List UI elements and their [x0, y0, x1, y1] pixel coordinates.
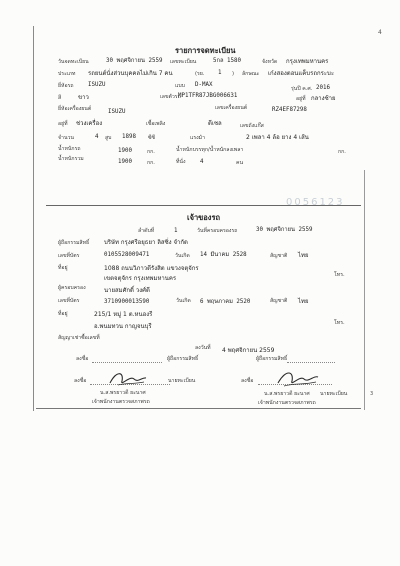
nation1-value: ไทย	[298, 252, 309, 259]
signer1-name: น.ส.พรยาวดี ยะนาศ	[100, 390, 146, 396]
province-label: จังหวัด	[262, 59, 278, 65]
style-value: เก๋งสองตอนแค็บรถกระบะ	[268, 70, 335, 77]
rights-holder-label: ผู้ถือกรรมสิทธิ์	[58, 240, 90, 246]
order-value: 1	[174, 228, 178, 234]
plate-value: 5กล 1580	[213, 58, 242, 64]
nation2-label: สัญชาติ	[270, 298, 288, 304]
tel2-label: โทร.	[334, 320, 345, 326]
model-value: D-MAX	[195, 82, 213, 88]
reg-date-label: วันจดทะเบียน	[58, 59, 89, 65]
cc-value: 1898	[122, 134, 136, 140]
page-number-mark: 4	[378, 29, 382, 36]
seats-value: 4	[200, 159, 204, 165]
contract-date-label: ลงวันที่	[195, 345, 211, 351]
chassis-loc-label: อยู่ที่	[296, 96, 306, 102]
engine-no-value: RZ4EF87298	[272, 107, 307, 113]
load-label: น้ำหนักบรรทุก/น้ำหนักลงเพลา	[176, 147, 244, 153]
fuel-label: เชื้อเพลิง	[146, 121, 166, 127]
order-label: ลำดับที่	[138, 228, 155, 234]
rights-holder-sign-label-2: ผู้ถือกรรมสิทธิ์	[256, 356, 288, 362]
axles-value: 2 เพลา 4 ล้อ ยาง 4 เส้น	[246, 134, 309, 141]
contract-label: สัญญาเช่าซื้อเลขที่	[58, 335, 100, 341]
fuel-value: ดีเซล	[208, 120, 222, 127]
rights-holder-value: บริษัท กรุงศรีอยุธยา ลิสซิ่ง จำกัด	[104, 239, 188, 246]
birth2-label: วันเกิด	[176, 298, 191, 304]
birth2-value: 6 พฤษภาคม 2520	[200, 299, 251, 305]
rights-holder-sign-label: ผู้ถือกรรมสิทธิ์	[167, 356, 199, 362]
id2-value: 3710900013590	[104, 299, 150, 305]
style-label: ลักษณะ	[242, 71, 260, 77]
chassis-loc-value: กลางซ้าย	[311, 95, 336, 102]
owner-date-value: 30 พฤศจิกายน 2559	[256, 227, 313, 233]
type-label: ประเภท	[58, 71, 76, 77]
signature-1	[108, 369, 148, 389]
possessor-label: ผู้ครอบครอง	[58, 285, 86, 291]
color-label: สี	[58, 95, 62, 101]
engine-loc-value: ช่วงเครื่อง	[76, 120, 103, 127]
engine-brand-label: ยี่ห้อเครื่องยนต์	[58, 106, 92, 112]
rs-label: (รย.	[195, 71, 205, 77]
model-year-label: รุ่นปี ค.ศ.	[291, 86, 313, 92]
signer1-label-2: ลงชื่อ	[74, 378, 87, 384]
signer2-name: น.ส.พรยาวดี ยะนาศ	[264, 391, 310, 397]
id1-label: เลขที่บัตร	[58, 253, 80, 259]
weight-label: น้ำหนักรถ	[58, 146, 81, 152]
seats-label: ที่นั่ง	[176, 159, 186, 165]
registrar-label-2: นายทะเบียน	[320, 391, 348, 397]
id1-value: 0105528009471	[104, 252, 150, 258]
engine-no-label: เลขเครื่องยนต์	[215, 105, 248, 111]
gas-tank-label: เลขถังแก๊ส	[240, 123, 264, 129]
brand-label: ยี่ห้อรถ	[58, 83, 74, 89]
color-value: ขาว	[78, 94, 89, 101]
tel1-label: โทร.	[334, 272, 345, 278]
engine-loc-label: อยู่ที่	[58, 121, 68, 127]
faint-stamp-number: 0056123	[286, 197, 345, 208]
signer2-label: ลงชื่อ	[241, 378, 254, 384]
section-title-registration: รายการจดทะเบียน	[175, 46, 236, 55]
rs-close: )	[232, 71, 235, 77]
signer2-top-line	[287, 362, 335, 363]
plate-label: เลขทะเบียน	[170, 59, 197, 65]
right-margin-line	[364, 170, 365, 410]
signer1-position: เจ้าพนักงานตรวจสภาพรถ	[92, 399, 150, 405]
addr1-line1: 1088 ถนนวิภาวดีรังสิต แขวงจตุจักร	[104, 265, 199, 272]
hp-label: แรงม้า	[190, 135, 205, 141]
left-margin-line	[33, 26, 34, 411]
model-label: แบบ	[175, 83, 185, 89]
id2-label: เลขที่บัตร	[58, 298, 80, 304]
possessor-value: นายสมศักดิ์ วงศ์ดี	[104, 287, 150, 294]
contract-date-value: 4 พฤศจิกายน 2559	[222, 347, 275, 354]
signer1-line	[92, 362, 162, 363]
registrar-label-1: นายทะเบียน	[168, 378, 196, 384]
chassis-label: เลขตัวรถ	[160, 94, 181, 100]
reg-date-value: 30 พฤศจิกายน 2559	[106, 58, 163, 64]
signer1-label: ลงชื่อ	[76, 356, 89, 362]
chassis-value: MP1TFR87JBG006631	[178, 93, 238, 99]
addr2-line1: 215/1 หมู่ 1 ต.หนองรี	[94, 311, 153, 318]
cyl-unit: สูบ	[105, 135, 112, 141]
rs-value: 1	[218, 70, 222, 76]
type-value: รถยนต์นั่งส่วนบุคคลไม่เกิน 7 คน	[88, 70, 173, 77]
load-unit: กก.	[338, 149, 346, 155]
addr1-label: ที่อยู่	[58, 265, 68, 271]
seats-unit: คน	[236, 160, 244, 166]
cc-unit: ซีซี	[148, 135, 156, 141]
brand-value: ISUZU	[88, 82, 106, 88]
signature-2	[276, 369, 320, 389]
bottom-rule	[36, 408, 361, 409]
side-mark: 3	[370, 391, 374, 397]
gross-value: 1900	[118, 159, 132, 165]
addr1-line2: เขตจตุจักร กรุงเทพมหานคร	[104, 275, 177, 282]
addr2-line2: อ.พนมทวน กาญจนบุรี	[94, 323, 152, 330]
gross-unit: กก.	[147, 160, 155, 166]
owner-date-label: วันที่ครอบครองรถ	[197, 228, 238, 234]
section-title-owner: เจ้าของรถ	[187, 213, 221, 222]
addr2-label: ที่อยู่	[58, 311, 68, 317]
gross-label: น้ำหนักรวม	[58, 156, 84, 162]
model-year-value: 2016	[316, 85, 330, 91]
section-divider	[46, 205, 361, 206]
birth1-value: 14 มีนาคม 2528	[200, 252, 247, 258]
engine-brand-value: ISUZU	[108, 109, 126, 115]
cyl-count-label: จำนวน	[58, 135, 74, 141]
nation2-value: ไทย	[298, 298, 309, 305]
nation1-label: สัญชาติ	[270, 253, 288, 259]
weight-value: 1900	[118, 148, 132, 154]
cyl-count-value: 4	[95, 134, 99, 140]
signer2-position: เจ้าพนักงานตรวจสภาพรถ	[258, 400, 316, 406]
weight-unit: กก.	[147, 149, 155, 155]
birth1-label: วันเกิด	[175, 253, 190, 259]
province-value: กรุงเทพมหานคร	[286, 58, 329, 65]
